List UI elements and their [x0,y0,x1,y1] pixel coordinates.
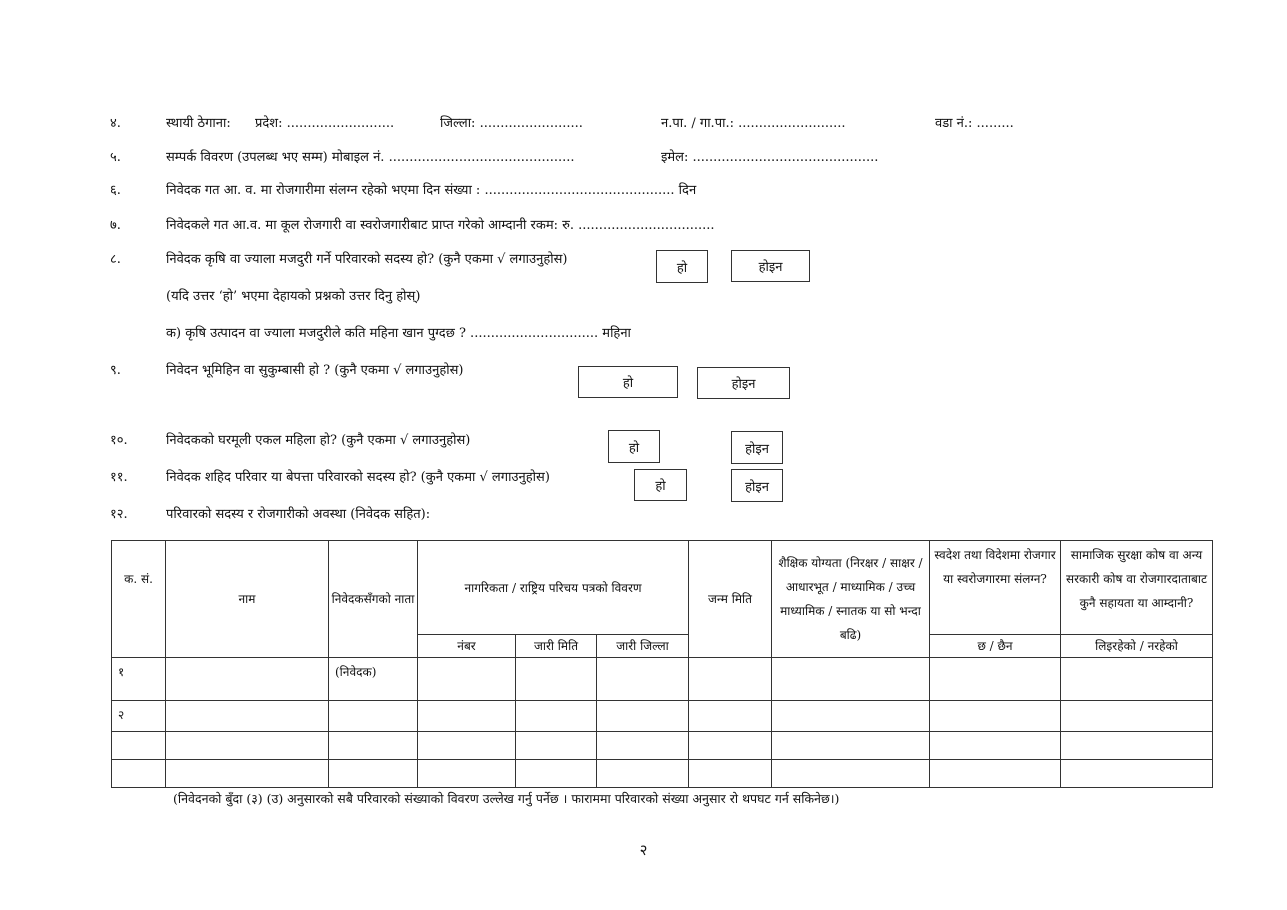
education-cell[interactable] [772,760,930,788]
family-members-heading: परिवारको सदस्य र रोजगारीको अवस्था (निवेदक सहित): [166,507,431,522]
dob-cell[interactable] [689,760,772,788]
header-serial-number: क. सं. [112,541,166,658]
dob-cell[interactable] [689,701,772,732]
item-number-6: ६. [110,183,121,198]
martyr-family-question: निवेदक शहिद परिवार या बेपत्ता परिवारको सदस्य हो? (कुनै एकमा √ लगाउनुहोस) [166,470,550,485]
header-relation: निवेदकसँगको नाता [329,541,418,658]
ward-field[interactable]: वडा नं.: ......... [935,116,1014,131]
employment-cell[interactable] [930,658,1061,701]
serial-number-cell [112,732,166,760]
table-row [112,701,1213,732]
item-number-4: ४. [110,116,121,131]
name-cell[interactable] [166,760,329,788]
single-woman-yes-box[interactable] [608,430,660,463]
serial-number-cell [112,760,166,788]
item-number-11: ११. [110,470,128,485]
support-cell[interactable] [1061,760,1213,788]
header-date-of-birth: जन्म मिति [689,541,772,658]
no-label: होइन [745,441,769,457]
no-label: होइन [745,479,769,495]
employment-cell[interactable] [930,701,1061,732]
permanent-address-label: स्थायी ठेगाना: [166,116,231,131]
name-cell[interactable] [166,701,329,732]
province-field[interactable]: प्रदेश: .......................... [255,116,395,131]
education-cell[interactable] [772,732,930,760]
support-cell[interactable] [1061,701,1213,732]
item-number-8: ८. [110,252,121,267]
agri-labour-question: निवेदक कृषि वा ज्याला मजदुरी गर्ने परिवारको सदस्य हो? (कुनै एकमा √ लगाउनुहोस) [166,252,568,267]
issue-date-cell[interactable] [516,701,597,732]
issue-date-cell[interactable] [516,732,597,760]
table-row [112,760,1213,788]
yes-label: हो [676,260,688,276]
header-name: नाम [166,541,329,658]
education-cell[interactable] [772,658,930,701]
serial-number-cell: १ [112,658,166,701]
relation-cell[interactable] [329,760,418,788]
header-support: सामाजिक सुरक्षा कोष वा अन्य सरकारी कोष वा रोजगारदाताबाट कुनै सहायता या आम्दानी? [1061,541,1213,635]
no-label: होइन [758,260,783,275]
email-field[interactable]: इमेल: ............................................. [661,150,879,165]
issue-district-cell[interactable] [597,658,689,701]
employment-days-field[interactable]: निवेदक गत आ. व. मा रोजगारीमा संलग्न रहेको भएमा दिन संख्या : .............................................. दिन [166,183,697,198]
conditional-instruction: (यदि उत्तर ‘हो’ भएमा देहायको प्रश्नको उत्तर दिनु होस्) [166,289,421,304]
header-issue-date: जारी मिति [516,635,597,658]
serial-number-cell: २ [112,701,166,732]
citizenship-number-cell[interactable] [418,732,516,760]
name-cell[interactable] [166,732,329,760]
header-issue-district: जारी जिल्ला [597,635,689,658]
citizenship-number-cell[interactable] [418,658,516,701]
martyr-family-no-box[interactable] [731,469,783,502]
header-employment: स्वदेश तथा विदेशमा रोजगार या स्वरोजगारमा संलग्न? [930,541,1061,635]
food-sufficiency-months-field[interactable]: क) कृषि उत्पादन वा ज्याला मजदुरीले कति महिना खान पुग्दछ ? ............................... महिना [166,326,631,341]
single-woman-no-box[interactable] [731,431,783,464]
page-number: २ [639,841,648,859]
yes-label: हो [628,440,640,456]
header-citizenship-number: नंबर [418,635,516,658]
relation-cell[interactable] [329,732,418,760]
agri-labour-no-box[interactable] [731,250,810,282]
name-cell[interactable] [166,658,329,701]
employment-cell[interactable] [930,760,1061,788]
table-footnote: (निवेदनको बुँदा (३) (उ) अनुसारको सबै परिवारको संख्याको विवरण उल्लेख गर्नु पर्नेछ । फाराममा परिवारको संख्या अनुसार रो थपघट गर्न सकिनेछ।) [173,791,840,806]
issue-district-cell[interactable] [597,732,689,760]
education-cell[interactable] [772,701,930,732]
item-number-9: ९. [110,363,121,378]
landless-yes-box[interactable] [578,366,678,398]
header-education: शैक्षिक योग्यता (निरक्षर / साक्षर / आधारभूत / माध्यामिक / उच्च माध्यामिक / स्नातक या सो भन्दा बढि) [772,541,930,658]
header-citizenship-details: नागरिकता / राष्ट्रिय परिचय पत्रको विवरण [418,541,689,635]
dob-cell[interactable] [689,658,772,701]
item-number-7: ७. [110,218,121,233]
table-row [112,658,1213,701]
no-label: होइन [731,377,756,392]
landless-question: निवेदन भूमिहिन वा सुकुम्बासी हो ? (कुनै एकमा √ लगाउनुहोस) [166,363,464,378]
citizenship-number-cell[interactable] [418,701,516,732]
district-field[interactable]: जिल्ला: ......................... [440,116,583,131]
dob-cell[interactable] [689,732,772,760]
martyr-family-yes-box[interactable] [634,469,687,501]
employment-cell[interactable] [930,732,1061,760]
issue-date-cell[interactable] [516,760,597,788]
yes-label: हो [655,479,666,494]
issue-district-cell[interactable] [597,760,689,788]
header-employment-options: छ / छैन [930,635,1061,658]
table-row [112,732,1213,760]
item-number-10: १०. [110,433,128,448]
citizenship-number-cell[interactable] [418,760,516,788]
landless-no-box[interactable] [697,367,790,399]
support-cell[interactable] [1061,658,1213,701]
relation-cell[interactable]: (निवेदक) [329,658,418,701]
relation-cell[interactable] [329,701,418,732]
item-number-5: ५. [110,150,121,165]
family-members-table [111,540,1213,788]
support-cell[interactable] [1061,732,1213,760]
issue-date-cell[interactable] [516,658,597,701]
municipality-field[interactable]: न.पा. / गा.पा.: .......................... [661,116,846,131]
mobile-field[interactable]: सम्पर्क विवरण (उपलब्ध भए सम्म) मोबाइल नं. ............................................. [166,150,575,165]
yes-label: हो [622,376,634,391]
item-number-12: १२. [110,507,128,522]
income-amount-field[interactable]: निवेदकले गत आ.व. मा कूल रोजगारी वा स्वरोजगारीबाट प्राप्त गरेको आम्दानी रकम: रु. ................................. [166,218,715,233]
agri-labour-yes-box[interactable] [656,250,708,283]
single-woman-question: निवेदकको घरमूली एकल महिला हो? (कुनै एकमा √ लगाउनुहोस) [166,433,471,448]
issue-district-cell[interactable] [597,701,689,732]
header-support-options: लिइरहेको / नरहेको [1061,635,1213,658]
